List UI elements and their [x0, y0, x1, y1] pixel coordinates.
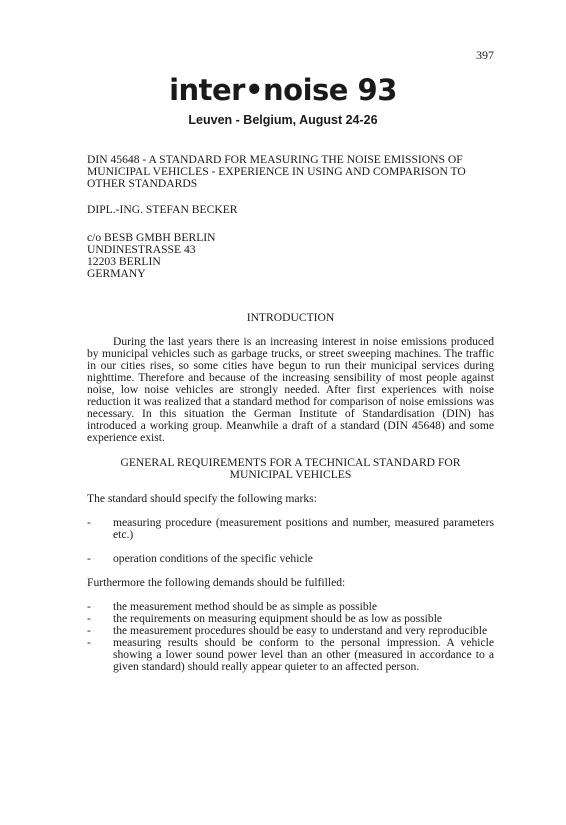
list-item-text: measuring results should be conform to the personal impression. A vehicle showing a lower sound power level than an other (measured in accordance to a given standard) should really appear quieter to an affected person.	[113, 636, 494, 673]
list-item-text: the requirements on measuring equipment should be as low as possible	[113, 612, 443, 625]
paper-body	[87, 154, 494, 685]
dash-bullet: -	[87, 636, 91, 649]
section-heading-introduction: INTRODUCTION	[246, 311, 335, 324]
list-item-text: operation conditions of the specific vehicle	[113, 552, 313, 565]
list-item-text: measuring procedure (measurement positions and number, measured parameters etc.)	[113, 516, 494, 541]
address-line: c/o BESB GMBH BERLIN	[87, 231, 216, 244]
page-number: 397	[476, 48, 494, 62]
conference-logo: inter•noise 93	[169, 73, 397, 107]
dash-bullet: -	[87, 552, 91, 565]
author-name: DIPL.-ING. STEFAN BECKER	[87, 203, 238, 216]
list-item	[87, 517, 494, 541]
dash-bullet: -	[87, 624, 91, 637]
heading-line: GENERAL REQUIREMENTS FOR A TECHNICAL STANDARD FOR	[120, 456, 461, 469]
conference-subtitle: Leuven - Belgium, August 24-26	[188, 113, 378, 127]
address-line: GERMANY	[87, 267, 146, 280]
list-item-text: the measurement procedures should be easy to understand and very reproducible	[113, 624, 488, 637]
list-item-text: the measurement method should be as simple as possible	[113, 600, 378, 613]
demands-list	[87, 601, 494, 673]
paper-title: DIN 45648 - A STANDARD FOR MEASURING THE NOISE EMISSIONS OF MUNICIPAL VEHICLES - EXPERIENCE IN USING AND COMPARISON TO OTHER STANDARDS	[87, 153, 466, 190]
introduction-paragraph: During the last years there is an increasing interest in noise emissions produced by municipal vehicles such as garbage trucks, or street sweeping machines. The traffic in our cities rises, so some cities have begun to run their municipal services during nighttime. Therefore and because of the increasing sensibility of most people against noise, low noise vehicles are strongly needed. After first experiences with noise reduction it was realized that a standard method for comparison of noise emissions was necessary. In this situation the German Institute of Standardisation (DIN) has introduced a working group. Meanwhile a draft of a standard (DIN 45648) and some experience exist.	[87, 335, 494, 444]
list-item	[87, 553, 494, 565]
demands-intro: Furthermore the following demands should be fulfilled:	[87, 576, 346, 589]
address-line: 12203 BERLIN	[87, 255, 161, 268]
heading-line: MUNICIPAL VEHICLES	[229, 468, 352, 481]
dash-bullet: -	[87, 516, 91, 529]
list-item	[87, 637, 494, 673]
marks-intro: The standard should specify the following marks:	[87, 492, 317, 505]
address-line: UNDINESTRASSE 43	[87, 243, 196, 256]
section-heading-general-requirements	[87, 457, 494, 481]
dash-bullet: -	[87, 600, 91, 613]
author-address	[87, 232, 494, 280]
dash-bullet: -	[87, 612, 91, 625]
marks-list	[87, 517, 494, 565]
